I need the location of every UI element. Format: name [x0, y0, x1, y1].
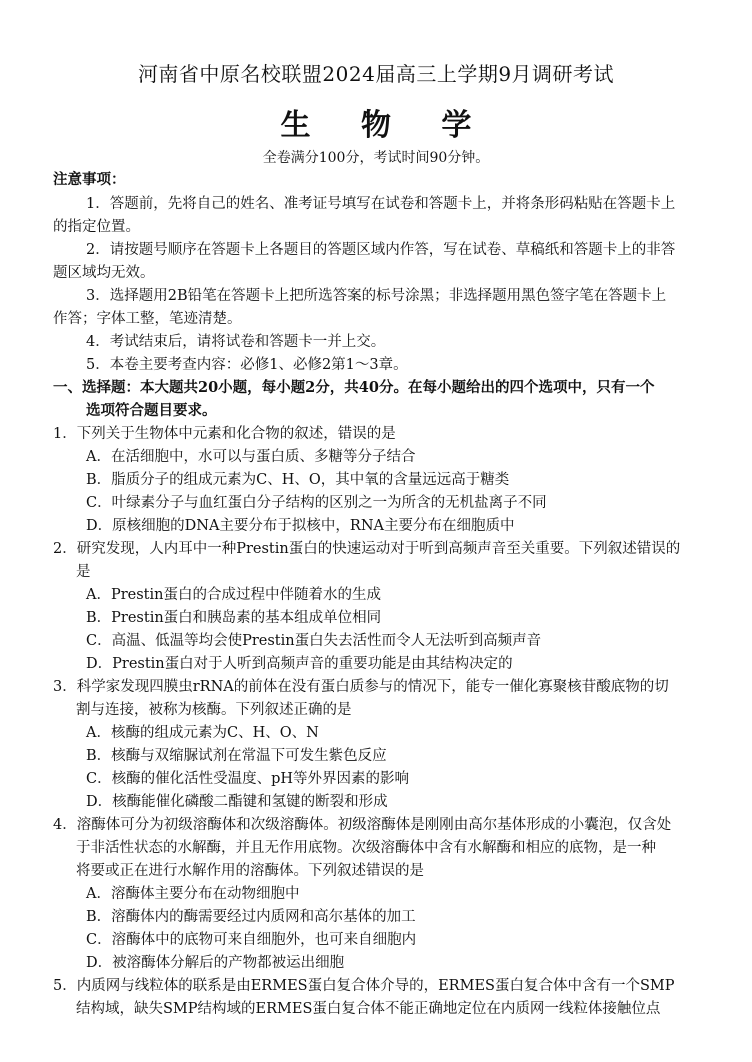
option: C．核酶的催化活性受温度、pH等外界因素的影响: [86, 771, 410, 787]
option: D．原核细胞的DNA主要分布于拟核中，RNA主要分布在细胞质中: [86, 518, 515, 534]
option: D．Prestin蛋白对于人听到高频声音的重要功能是由其结构决定的: [86, 656, 513, 672]
option: A．在活细胞中，水可以与蛋白质、多糖等分子结合: [86, 449, 416, 465]
section-heading-cont: 选项符合题目要求。: [86, 402, 217, 419]
option: C．高温、低温等均会使Prestin蛋白失去活性而令人无法听到高频声音: [86, 633, 542, 649]
score-line: 全卷满分100分，考试时间90分钟。: [262, 150, 490, 166]
option: C．叶绿素分子与血红蛋白分子结构的区别之一为所含的无机盐离子不同: [86, 495, 547, 511]
section-heading: 一、选择题：本大题共20小题，每小题2分，共40分。在每小题给出的四个选项中，只有一个: [53, 379, 655, 396]
question-stem: 5．内质网与线粒体的联系是由ERMES蛋白复合体介导的，ERMES蛋白复合体中含有一个SMP: [53, 978, 675, 994]
option: B．溶酶体内的酶需要经过内质网和高尔基体的加工: [86, 909, 416, 925]
subject-title: 生 物 学: [280, 108, 492, 143]
notice-line: 题区域均无效。: [53, 265, 155, 281]
option: B．核酶与双缩脲试剂在常温下可发生紫色反应: [86, 748, 387, 764]
notice-line: 4．考试结束后，请将试卷和答题卡一并上交。: [86, 334, 386, 350]
notice-line: 2．请按题号顺序在答题卡上各题目的答题区域内作答，写在试卷、草稿纸和答题卡上的非答: [86, 242, 676, 258]
notice-line: 3．选择题用2B铅笔在答题卡上把所选答案的标号涂黑；非选择题用黑色签字笔在答题卡上: [86, 288, 667, 304]
question-stem-cont: 将要或正在进行水解作用的溶酶体。下列叙述错误的是: [76, 863, 424, 879]
notice-line: 1．答题前，先将自己的姓名、准考证号填写在试卷和答题卡上，并将条形码粘贴在答题卡上: [86, 196, 676, 212]
option: A．核酶的组成元素为C、H、O、N: [86, 725, 319, 741]
notice-heading: 注意事项：: [53, 171, 126, 188]
question-stem-cont: 结构域，缺失SMP结构域的ERMES蛋白复合体不能正确地定位在内质网一线粒体接触位点: [76, 1001, 661, 1017]
question-stem: 1．下列关于生物体中元素和化合物的叙述，错误的是: [53, 426, 396, 442]
question-stem: 4．溶酶体可分为初级溶酶体和次级溶酶体。初级溶酶体是刚刚由高尔基体形成的小囊泡，仅含处: [53, 817, 672, 833]
option: D．被溶酶体分解后的产物都被运出细胞: [86, 955, 345, 971]
notice-line: 的指定位置。: [53, 219, 140, 235]
question-stem-cont: 是: [76, 564, 91, 580]
question-stem: 2．研究发现，人内耳中一种Prestin蛋白的快速运动对于听到高频声音至关重要。下列叙述错误的: [53, 541, 681, 557]
option: A．Prestin蛋白的合成过程中伴随着水的生成: [86, 587, 381, 603]
question-stem: 3．科学家发现四膜虫rRNA的前体在没有蛋白质参与的情况下，能专一催化寡聚核苷酸底物的切: [53, 679, 669, 695]
question-stem-cont: 割与连接，被称为核酶。下列叙述正确的是: [76, 702, 352, 718]
option: B．脂质分子的组成元素为C、H、O，其中氧的含量远远高于糖类: [86, 472, 510, 488]
option: C．溶酶体中的底物可来自细胞外，也可来自细胞内: [86, 932, 417, 948]
notice-line: 作答；字体工整，笔迹清楚。: [53, 311, 242, 327]
option: D．核酶能催化磷酸二酯键和氢键的断裂和形成: [86, 794, 388, 810]
notice-line: 5．本卷主要考查内容：必修1、必修2第1～3章。: [86, 357, 408, 373]
option: A．溶酶体主要分布在动物细胞中: [86, 886, 300, 902]
option: B．Prestin蛋白和胰岛素的基本组成单位相同: [86, 610, 382, 626]
question-stem-cont: 于非活性状态的水解酶，并且无作用底物。次级溶酶体中含有水解酶和相应的底物，是一种: [76, 840, 656, 856]
exam-title: 河南省中原名校联盟2024届高三上学期9月调研考试: [137, 62, 615, 86]
